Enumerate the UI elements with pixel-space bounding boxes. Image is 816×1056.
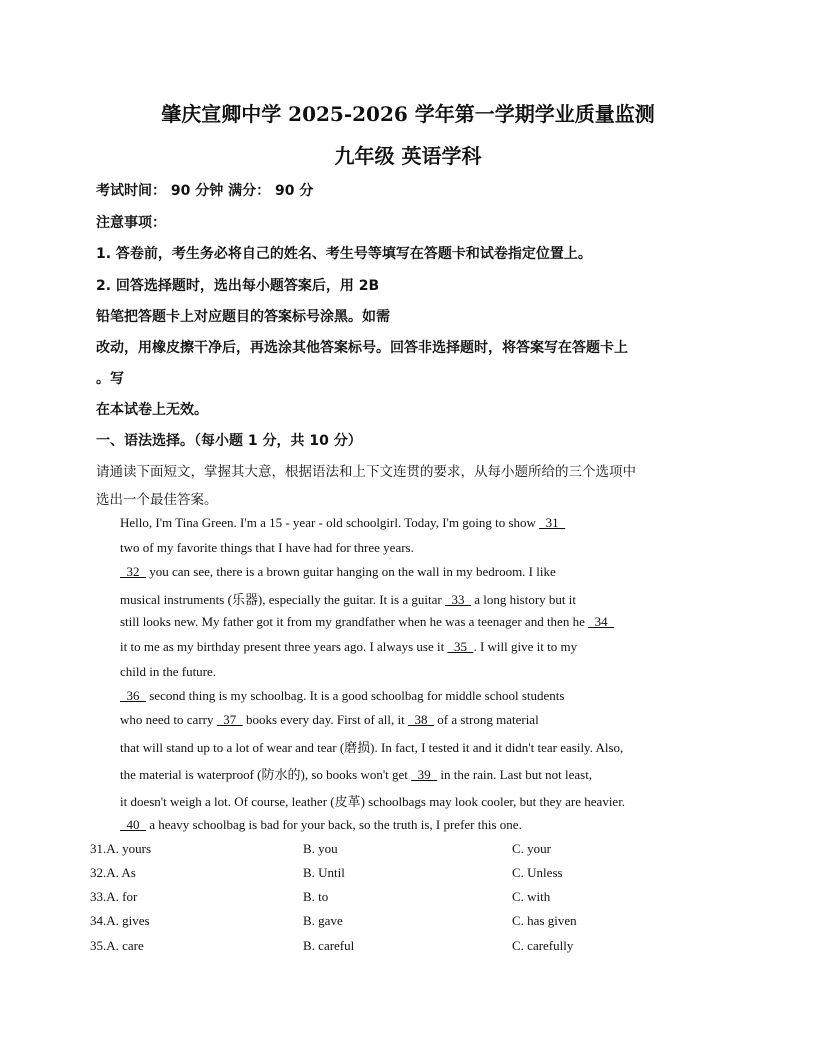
note-2-line-b: 铅笔把答题卡上对应题目的答案标号涂黑。如需 xyxy=(96,309,390,325)
passage-text: it to me as my birthday present three years ago. I always use it xyxy=(120,639,448,654)
passage-line xyxy=(120,737,623,756)
answer-blank: 40 xyxy=(120,817,146,832)
passage-text: . I will give it to my xyxy=(473,639,578,654)
passage-text: second thing is my schoolbag. It is a good schoolbag for middle school students xyxy=(146,688,565,703)
exam-subtitle: 九年级 英语学科 xyxy=(334,144,482,168)
option-a: 33.A. for xyxy=(90,889,138,904)
answer-blank: 33 xyxy=(444,592,471,607)
option-a: 32.A. As xyxy=(90,865,136,880)
instruction-line-b: 选出一个最佳答案。 xyxy=(96,492,218,508)
answer-blank: 31 xyxy=(539,515,566,530)
passage-text: in the rain. Last but not least, xyxy=(437,767,593,782)
option-c: C. carefully xyxy=(512,938,574,953)
option-b: B. careful xyxy=(303,938,355,953)
passage-line xyxy=(120,515,565,531)
passage-text: a long history but it xyxy=(470,592,577,607)
answer-blank: 38 xyxy=(408,712,434,727)
passage-line xyxy=(120,540,414,556)
option-c: C. your xyxy=(512,841,551,856)
option-a: 35.A. care xyxy=(90,938,144,953)
note-2-line-a: 2. 回答选择题时，选出每小题答案后，用 2B xyxy=(96,278,380,294)
note-2-line-d: 。写 xyxy=(96,371,124,387)
option-a: 34.A. gives xyxy=(90,913,150,928)
option-b: B. Until xyxy=(303,865,345,880)
option-c: C. Unless xyxy=(512,865,563,880)
passage-line xyxy=(120,589,576,608)
passage-line xyxy=(120,712,539,728)
passage-line xyxy=(120,817,522,833)
option-c: C. with xyxy=(512,889,551,904)
section-heading: 一、语法选择。（每小题 1 分，共 10 分） xyxy=(96,433,362,449)
passage-text: that will stand up to a lot of wear and tear (磨损). In fact, I tested it and it didn't tear easily. Also, xyxy=(120,740,624,755)
passage-line xyxy=(120,791,625,810)
passage-text: child in the future. xyxy=(120,664,217,679)
exam-title: 肇庆宣卿中学 2025-2026 学年第一学期学业质量监测 xyxy=(161,102,655,126)
passage-text: two of my favorite things that I have had for three years. xyxy=(120,540,414,555)
passage-line xyxy=(120,688,564,704)
passage-line xyxy=(120,614,614,630)
answer-blank: 34 xyxy=(588,614,615,629)
answer-blank: 32 xyxy=(120,564,146,579)
option-c: C. has given xyxy=(512,913,577,928)
passage-text: books every day. First of all, it xyxy=(242,712,408,727)
notes-heading: 注意事项： xyxy=(96,215,166,231)
passage-text: a heavy schoolbag is bad for your back, so the truth is, I prefer this one. xyxy=(146,817,522,832)
option-b: B. to xyxy=(303,889,329,904)
passage-text: Hello, I'm Tina Green. I'm a 15 - year - old schoolgirl. Today, I'm going to show xyxy=(120,515,540,530)
passage-text: it doesn't weigh a lot. Of course, leather (皮革) schoolbags may look cooler, but they are heavier. xyxy=(120,794,626,809)
passage-text: of a strong material xyxy=(434,712,539,727)
passage-line xyxy=(120,564,556,580)
passage-text: you can see, there is a brown guitar hanging on the wall in my bedroom. I like xyxy=(146,564,556,579)
passage-line xyxy=(120,664,216,680)
passage-line xyxy=(120,764,592,783)
note-2-line-e: 在本试卷上无效。 xyxy=(96,402,208,418)
instruction-line-a: 请通读下面短文，掌握其大意，根据语法和上下文连贯的要求，从每小题所给的三个选项中 xyxy=(96,464,636,480)
passage-text: musical instruments (乐器), especially the guitar. It is a guitar xyxy=(120,592,445,607)
passage-text: who need to carry xyxy=(120,712,217,727)
option-a: 31.A. yours xyxy=(90,841,152,856)
note-1: 1. 答卷前，考生务必将自己的姓名、考生号等填写在答题卡和试卷指定位置上。 xyxy=(96,246,592,262)
answer-blank: 39 xyxy=(411,767,438,782)
exam-time-score: 考试时间： 90 分钟 满分： 90 分 xyxy=(96,183,314,199)
note-2-line-c: 改动，用橡皮擦干净后，再选涂其他答案标号。回答非选择题时，将答案写在答题卡上 xyxy=(96,340,628,356)
passage-text: the material is waterproof (防水的), so books won't get xyxy=(120,767,412,782)
answer-blank: 36 xyxy=(120,688,146,703)
passage-line xyxy=(120,639,577,655)
answer-blank: 37 xyxy=(216,712,243,727)
answer-blank: 35 xyxy=(447,639,474,654)
option-b: B. you xyxy=(303,841,338,856)
option-b: B. gave xyxy=(303,913,343,928)
passage-text: still looks new. My father got it from my grandfather when he was a teenager and then he xyxy=(120,614,589,629)
